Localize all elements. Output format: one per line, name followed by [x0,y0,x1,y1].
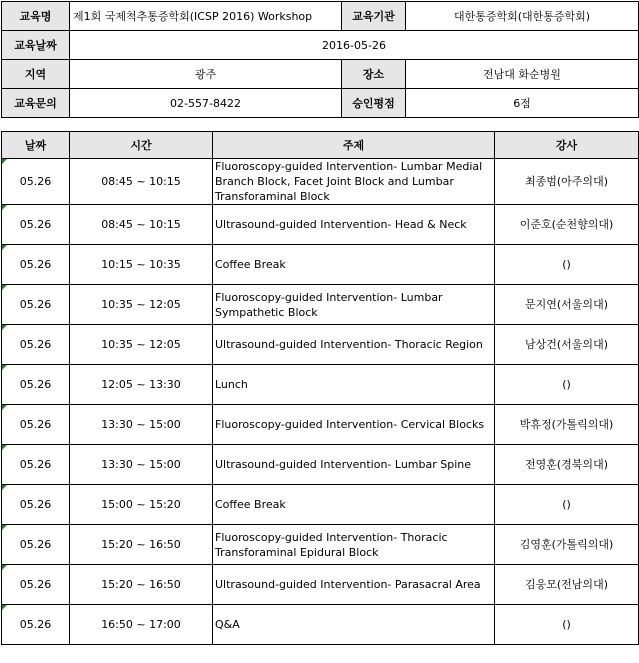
cell-marker-icon [2,605,7,610]
schedule-table [1,131,639,645]
course-name-value: 제1회 국제척추통증학회(ICSP 2016) Workshop [70,2,342,31]
date-cell: 05.26 [2,525,70,565]
table-row [2,605,639,645]
lecturer-cell: 전영훈(경북의대) [495,445,639,485]
time-cell: 08:45 ~ 10:15 [70,205,213,245]
contact-label: 교육문의 [2,89,70,118]
time-cell: 13:30 ~ 15:00 [70,445,213,485]
lecturer-cell: 남상건(서울의대) [495,325,639,365]
schedule-header-row [2,132,639,159]
time-cell: 12:05 ~ 13:30 [70,365,213,405]
lecturer-cell: 문지연(서울의대) [495,285,639,325]
topic-cell: Ultrasound-guided Intervention- Parasacral Area [213,565,495,605]
date-label: 교육날짜 [2,31,70,60]
time-cell: 15:00 ~ 15:20 [70,485,213,525]
cell-marker-icon [2,445,7,450]
lecturer-cell: () [495,365,639,405]
course-name-label: 교육명 [2,2,70,31]
date-cell: 05.26 [2,205,70,245]
cell-marker-icon [2,325,7,330]
lecturer-cell: 김영훈(가톨릭의대) [495,525,639,565]
cell-marker-icon [2,205,7,210]
date-cell: 05.26 [2,365,70,405]
table-row [2,285,639,325]
topic-cell: Fluoroscopy-guided Intervention- Lumbar Sympathetic Block [213,285,495,325]
time-cell: 10:35 ~ 12:05 [70,285,213,325]
time-cell: 13:30 ~ 15:00 [70,405,213,445]
cell-marker-icon [2,485,7,490]
region-label: 지역 [2,60,70,89]
table-row [2,365,639,405]
institution-value: 대한통증학회(대한통증학회) [406,2,639,31]
lecturer-cell: () [495,245,639,285]
date-cell: 05.26 [2,405,70,445]
table-row [2,485,639,525]
venue-value: 전남대 화순병원 [406,60,639,89]
date-cell: 05.26 [2,485,70,525]
header-date: 날짜 [2,132,70,159]
credits-label: 승인평점 [342,89,406,118]
topic-cell: Lunch [213,365,495,405]
topic-cell: Ultrasound-guided Intervention- Lumbar Spine [213,445,495,485]
venue-label: 장소 [342,60,406,89]
topic-cell: Coffee Break [213,485,495,525]
contact-value: 02-557-8422 [70,89,342,118]
table-row [2,565,639,605]
time-cell: 15:20 ~ 16:50 [70,525,213,565]
time-cell: 10:15 ~ 10:35 [70,245,213,285]
topic-cell: Coffee Break [213,245,495,285]
date-cell: 05.26 [2,159,70,205]
cell-marker-icon [2,405,7,410]
topic-cell: Ultrasound-guided Intervention- Head & Neck [213,205,495,245]
schedule-body [2,159,639,645]
info-row [2,89,639,118]
cell-marker-icon [2,245,7,250]
topic-cell: Fluoroscopy-guided Intervention- Lumbar Medial Branch Block, Facet Joint Block and Lumbar Transforaminal Block [213,159,495,205]
lecturer-cell: () [495,605,639,645]
time-cell: 16:50 ~ 17:00 [70,605,213,645]
topic-cell: Q&A [213,605,495,645]
header-time: 시간 [70,132,213,159]
cell-marker-icon [2,365,7,370]
cell-marker-icon [2,525,7,530]
topic-cell: Fluoroscopy-guided Intervention- Thoracic Transforaminal Epidural Block [213,525,495,565]
lecturer-cell: 박휴정(가톨릭의대) [495,405,639,445]
time-cell: 15:20 ~ 16:50 [70,565,213,605]
date-cell: 05.26 [2,605,70,645]
lecturer-cell: 이준호(순천향의대) [495,205,639,245]
time-cell: 08:45 ~ 10:15 [70,159,213,205]
date-value: 2016-05-26 [70,31,639,60]
header-topic: 주제 [213,132,495,159]
topic-cell: Ultrasound-guided Intervention- Thoracic Region [213,325,495,365]
region-value: 광주 [70,60,342,89]
institution-label: 교육기관 [342,2,406,31]
credits-value: 6점 [406,89,639,118]
date-cell: 05.26 [2,245,70,285]
table-row [2,445,639,485]
cell-marker-icon [2,285,7,290]
table-row [2,205,639,245]
date-cell: 05.26 [2,445,70,485]
course-info-table [1,1,639,118]
info-row [2,60,639,89]
table-row [2,245,639,285]
header-lecturer: 강사 [495,132,639,159]
lecturer-cell: () [495,485,639,525]
topic-cell: Fluoroscopy-guided Intervention- Cervical Blocks [213,405,495,445]
cell-marker-icon [2,159,7,164]
info-row [2,2,639,31]
date-cell: 05.26 [2,565,70,605]
table-row [2,405,639,445]
lecturer-cell: 최종범(아주의대) [495,159,639,205]
info-row [2,31,639,60]
cell-marker-icon [2,565,7,570]
lecturer-cell: 김웅모(전남의대) [495,565,639,605]
table-row [2,525,639,565]
date-cell: 05.26 [2,285,70,325]
time-cell: 10:35 ~ 12:05 [70,325,213,365]
table-row [2,159,639,205]
table-row [2,325,639,365]
date-cell: 05.26 [2,325,70,365]
